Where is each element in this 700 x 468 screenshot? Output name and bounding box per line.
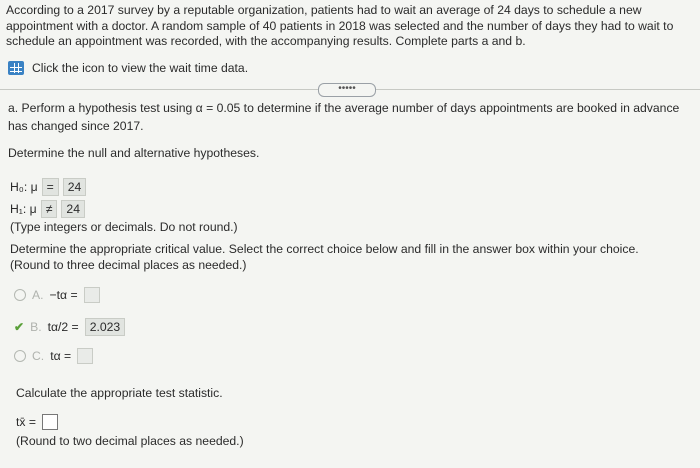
hypotheses-prompt: Determine the null and alternative hypotheses. [8, 146, 260, 160]
choice-a-letter: A. [32, 288, 44, 302]
h1-label: H₁: μ [10, 202, 37, 216]
choice-c[interactable] [14, 348, 93, 364]
choice-c-expr: tα = [50, 349, 72, 363]
h0-value-input[interactable]: 24 [63, 178, 87, 196]
choice-a[interactable] [14, 287, 100, 303]
radio-a[interactable] [14, 289, 26, 301]
choice-c-letter: C. [32, 349, 45, 363]
critical-prompt: Determine the appropriate critical value. Select the correct choice below and fill in the answer box within your choice. [10, 242, 639, 256]
problem-intro: According to a 2017 survey by a reputable organization, patients had to wait an average of 24 days to schedule a new appointment with a doctor. A random sample of 40 patients in 2018 was selected and the number of days they had to wait to schedule an appointment was recorded, with the accompanying results. Complete parts a and b. [6, 3, 674, 48]
choice-b-expr: tα/2 = [47, 320, 79, 334]
choice-a-expr: −tα = [49, 288, 78, 302]
critical-round-hint: (Round to three decimal places as needed.) [10, 258, 247, 272]
h1-value-input[interactable]: 24 [61, 200, 85, 218]
type-hint: (Type integers or decimals. Do not round.) [10, 220, 238, 234]
h1-operator-select[interactable]: ≠ [41, 200, 58, 218]
choice-b[interactable] [14, 318, 125, 336]
radio-c[interactable] [14, 350, 26, 362]
choice-b-letter: B. [30, 320, 42, 334]
choice-a-input[interactable] [84, 287, 100, 303]
checkmark-icon: ✔ [14, 320, 25, 334]
h0-operator-select[interactable]: = [42, 178, 59, 196]
statistic-input[interactable] [42, 414, 58, 430]
h0-row [10, 178, 86, 196]
more-button[interactable]: ••••• [318, 83, 376, 97]
statistic-row [16, 414, 58, 430]
data-table-icon[interactable] [8, 61, 24, 75]
data-link[interactable] [8, 61, 248, 75]
data-link-label[interactable]: Click the icon to view the wait time data. [32, 61, 249, 75]
h0-label: H₀: μ [10, 180, 38, 194]
statistic-label: tx̄ = [16, 415, 36, 429]
h1-row [10, 200, 85, 218]
part-a-text: a. Perform a hypothesis test using α = 0.05 to determine if the average number of days appointments are booked in advance has changed since 2017. [8, 101, 680, 133]
choice-c-input[interactable] [77, 348, 93, 364]
statistic-prompt: Calculate the appropriate test statistic. [16, 386, 223, 400]
choice-b-input[interactable]: 2.023 [85, 318, 126, 336]
statistic-round-hint: (Round to two decimal places as needed.) [16, 434, 244, 448]
